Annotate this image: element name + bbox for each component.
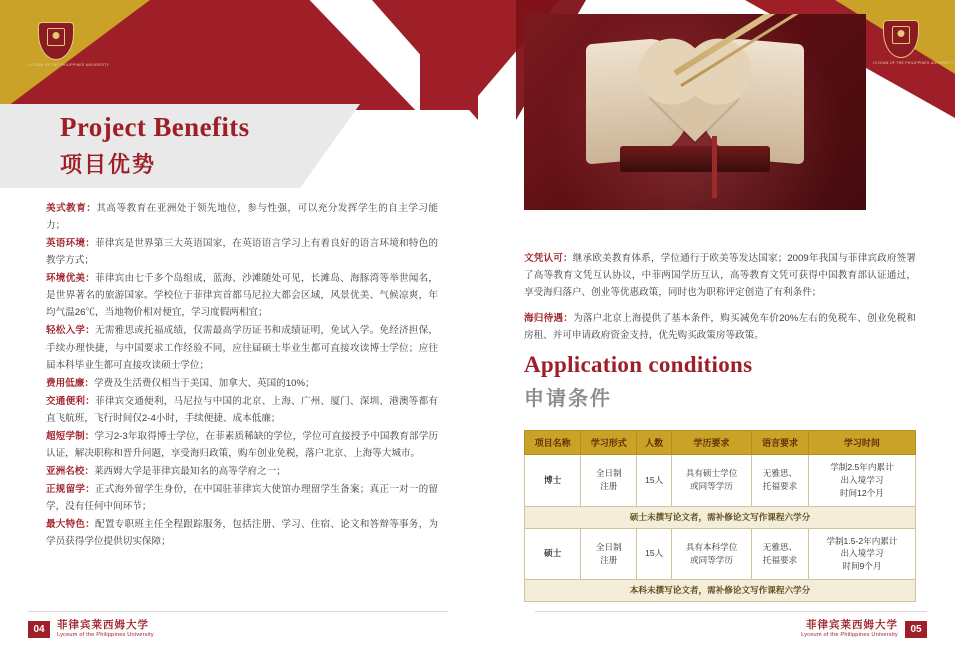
left-footer xyxy=(28,616,154,642)
book-cover xyxy=(620,146,770,172)
paragraph-lead: 亚洲名校： xyxy=(46,465,94,477)
page-title-cn: 项目优势 xyxy=(60,152,157,177)
table-note-cell: 本科未撰写论文者，需补修论文写作课程六学分 xyxy=(525,580,916,602)
left-title-block xyxy=(60,112,250,179)
paragraph xyxy=(46,463,438,480)
table-cell: 硕士 xyxy=(525,528,581,580)
table-header-row xyxy=(525,431,916,455)
footer-name-cn: 菲律宾莱西姆大学 xyxy=(806,619,898,632)
table-cell: 15人 xyxy=(637,455,671,507)
table-header-cell: 语言要求 xyxy=(752,431,809,455)
left-grey-diagonal xyxy=(300,104,360,188)
paragraph xyxy=(46,322,438,373)
paragraph-text: 配置专职班主任全程跟踪服务，包括注册、学习、住宿、论文和答辩等事务，为学员获得学位提供切实保障； xyxy=(46,519,439,548)
footer-name-en: Lyceum of the Philippines University xyxy=(801,631,898,638)
paragraph xyxy=(46,428,438,462)
paragraph xyxy=(46,516,438,550)
paragraph-text: 菲律宾由七千多个岛组成，蓝海、沙滩随处可见，长滩岛、海豚湾等举世闻名，是世界著名的旅游国家。学校位于菲律宾首都马尼拉大都会区域，风景优美、气候凉爽，年均气温26℃，当地物价相对便宜，学习度假两相宜； xyxy=(46,273,439,319)
crest-shield xyxy=(38,22,74,60)
paragraph-lead: 轻松入学： xyxy=(46,325,96,337)
table-cell: 全日制 注册 xyxy=(581,455,637,507)
table-cell: 具有硕士学位 或同等学历 xyxy=(671,455,751,507)
table-cell: 学制1.5-2年内累计 出入境学习 时间9个月 xyxy=(808,528,915,580)
paragraph-text: 无需雅思或托福成绩，仅需最高学历证书和成绩证明，免试入学。免经济担保，手续办理快捷，与中国要求工作经验不同，应往届硕士毕业生都可直接攻读博士学位；应往届本科毕业生都可直接攻读硕士学位； xyxy=(46,325,439,371)
university-crest-icon xyxy=(28,22,110,82)
paragraph xyxy=(46,270,438,321)
table-cell: 无雅思、 托福要求 xyxy=(752,528,809,580)
paragraph-lead: 海归待遇： xyxy=(524,313,574,325)
right-page xyxy=(478,0,955,656)
paragraph-lead: 环境优美： xyxy=(46,273,96,285)
table-header-cell: 人数 xyxy=(637,431,671,455)
left-footer-rule xyxy=(28,611,448,612)
paragraph-text: 其高等教育在亚洲处于领先地位，参与性强，可以充分发挥学生的自主学习能力； xyxy=(46,203,439,232)
paragraph-text: 菲律宾交通便利，马尼拉与中国的北京、上海、广州、厦门、深圳、港澳等都有直飞航班，飞行时间仅2-4小时，手续便捷、成本低廉； xyxy=(46,395,439,424)
table-cell: 学制2.5年内累计 出入境学习 时间12个月 xyxy=(808,455,915,507)
table-row xyxy=(525,528,916,580)
table-header-cell: 项目名称 xyxy=(525,431,581,455)
crest-shield xyxy=(883,20,919,58)
table-cell: 15人 xyxy=(637,528,671,580)
table-header-cell: 学习形式 xyxy=(581,431,637,455)
application-table-wrap xyxy=(524,430,916,602)
paragraph xyxy=(46,200,438,234)
section-title-en: Application conditions xyxy=(524,352,753,377)
paragraph xyxy=(46,393,438,427)
right-title-block xyxy=(524,352,752,411)
paragraph-lead: 费用低廉： xyxy=(46,377,94,389)
university-crest-icon-right xyxy=(873,20,955,80)
table-cell: 无雅思、 托福要求 xyxy=(752,455,809,507)
paragraph-text: 正式海外留学生身份，在中国驻菲律宾大使馆办理留学生备案；真正一对一的留学，没有任何中间环节； xyxy=(46,484,439,513)
left-body-text xyxy=(46,200,438,551)
table-cell: 全日制 注册 xyxy=(581,528,637,580)
application-conditions-table xyxy=(524,430,916,602)
paragraph-lead: 文凭认可： xyxy=(524,252,573,264)
paragraph-lead: 最大特色： xyxy=(46,519,96,531)
crest-caption: LYCEUM OF THE PHILIPPINES UNIVERSITY xyxy=(28,63,110,67)
footer-name-en: Lyceum of the Philippines University xyxy=(57,631,154,638)
table-note-cell: 硕士未撰写论文者，需补修论文写作课程六学分 xyxy=(525,506,916,528)
paragraph-text: 莱西姆大学是菲律宾最知名的高等学府之一； xyxy=(93,465,286,477)
paragraph-lead: 交通便利： xyxy=(46,395,96,407)
crest-caption: LYCEUM OF THE PHILIPPINES UNIVERSITY xyxy=(873,61,955,65)
paragraph-text: 为落户北京上海提供了基本条件，购买减免车价20%左右的免税车、创业免税和房租、并可申请政府资金支持，优先购买政策房等政策。 xyxy=(524,313,917,342)
right-footer-rule xyxy=(535,611,927,612)
page-number: 04 xyxy=(28,621,50,638)
footer-name-cn: 菲律宾莱西姆大学 xyxy=(57,619,149,632)
paragraph xyxy=(46,375,438,392)
table-row xyxy=(525,455,916,507)
page-number: 05 xyxy=(905,621,927,638)
paragraph xyxy=(46,481,438,515)
paragraph-text: 继承欧美教育体系，学位通行于欧美等发达国家；2009年我国与菲律宾政府签署了高等教育文凭互认协议，中菲两国学历互认，高等教育文凭可获得中国教育部认证通过，享受海归落户、创业等优惠政策，同时也为职称评定创造了有利条件； xyxy=(524,252,917,298)
page-title-en: Project Benefits xyxy=(60,112,250,142)
table-header-cell: 学习时间 xyxy=(808,431,915,455)
heart-shaped-book-photo xyxy=(524,14,866,210)
paragraph xyxy=(524,250,916,301)
section-title-cn: 申请条件 xyxy=(524,388,612,410)
paragraph-lead: 超短学制： xyxy=(46,430,95,442)
paragraph-text: 学习2-3年取得博士学位，在菲素质稀缺的学位，学位可直接授予中国教育部学历认证，解决职称和晋升问题，享受海归政策，购车创业免税，落户北京、上海等大城市。 xyxy=(46,430,438,459)
paragraph-text: 学费及生活费仅相当于美国、加拿大、英国的10%； xyxy=(93,377,315,389)
table-note-row xyxy=(525,580,916,602)
right-body-text xyxy=(524,240,916,354)
left-red-triangle xyxy=(372,0,478,120)
right-footer xyxy=(801,616,927,642)
paragraph-lead: 正规留学： xyxy=(46,484,96,495)
paragraph xyxy=(524,310,916,344)
table-cell: 具有本科学位 或同等学历 xyxy=(671,528,751,580)
table-cell: 博士 xyxy=(525,455,581,507)
paragraph-lead: 英语环境： xyxy=(46,238,96,250)
table-note-row xyxy=(525,506,916,528)
paragraph-lead: 美式教育： xyxy=(46,203,97,214)
paragraph-text: 菲律宾是世界第三大英语国家，在英语语言学习上有着良好的语言环境和特色的教学方式； xyxy=(46,238,439,267)
paragraph xyxy=(46,235,438,269)
book-ribbon xyxy=(712,136,717,198)
table-header-cell: 学历要求 xyxy=(671,431,751,455)
